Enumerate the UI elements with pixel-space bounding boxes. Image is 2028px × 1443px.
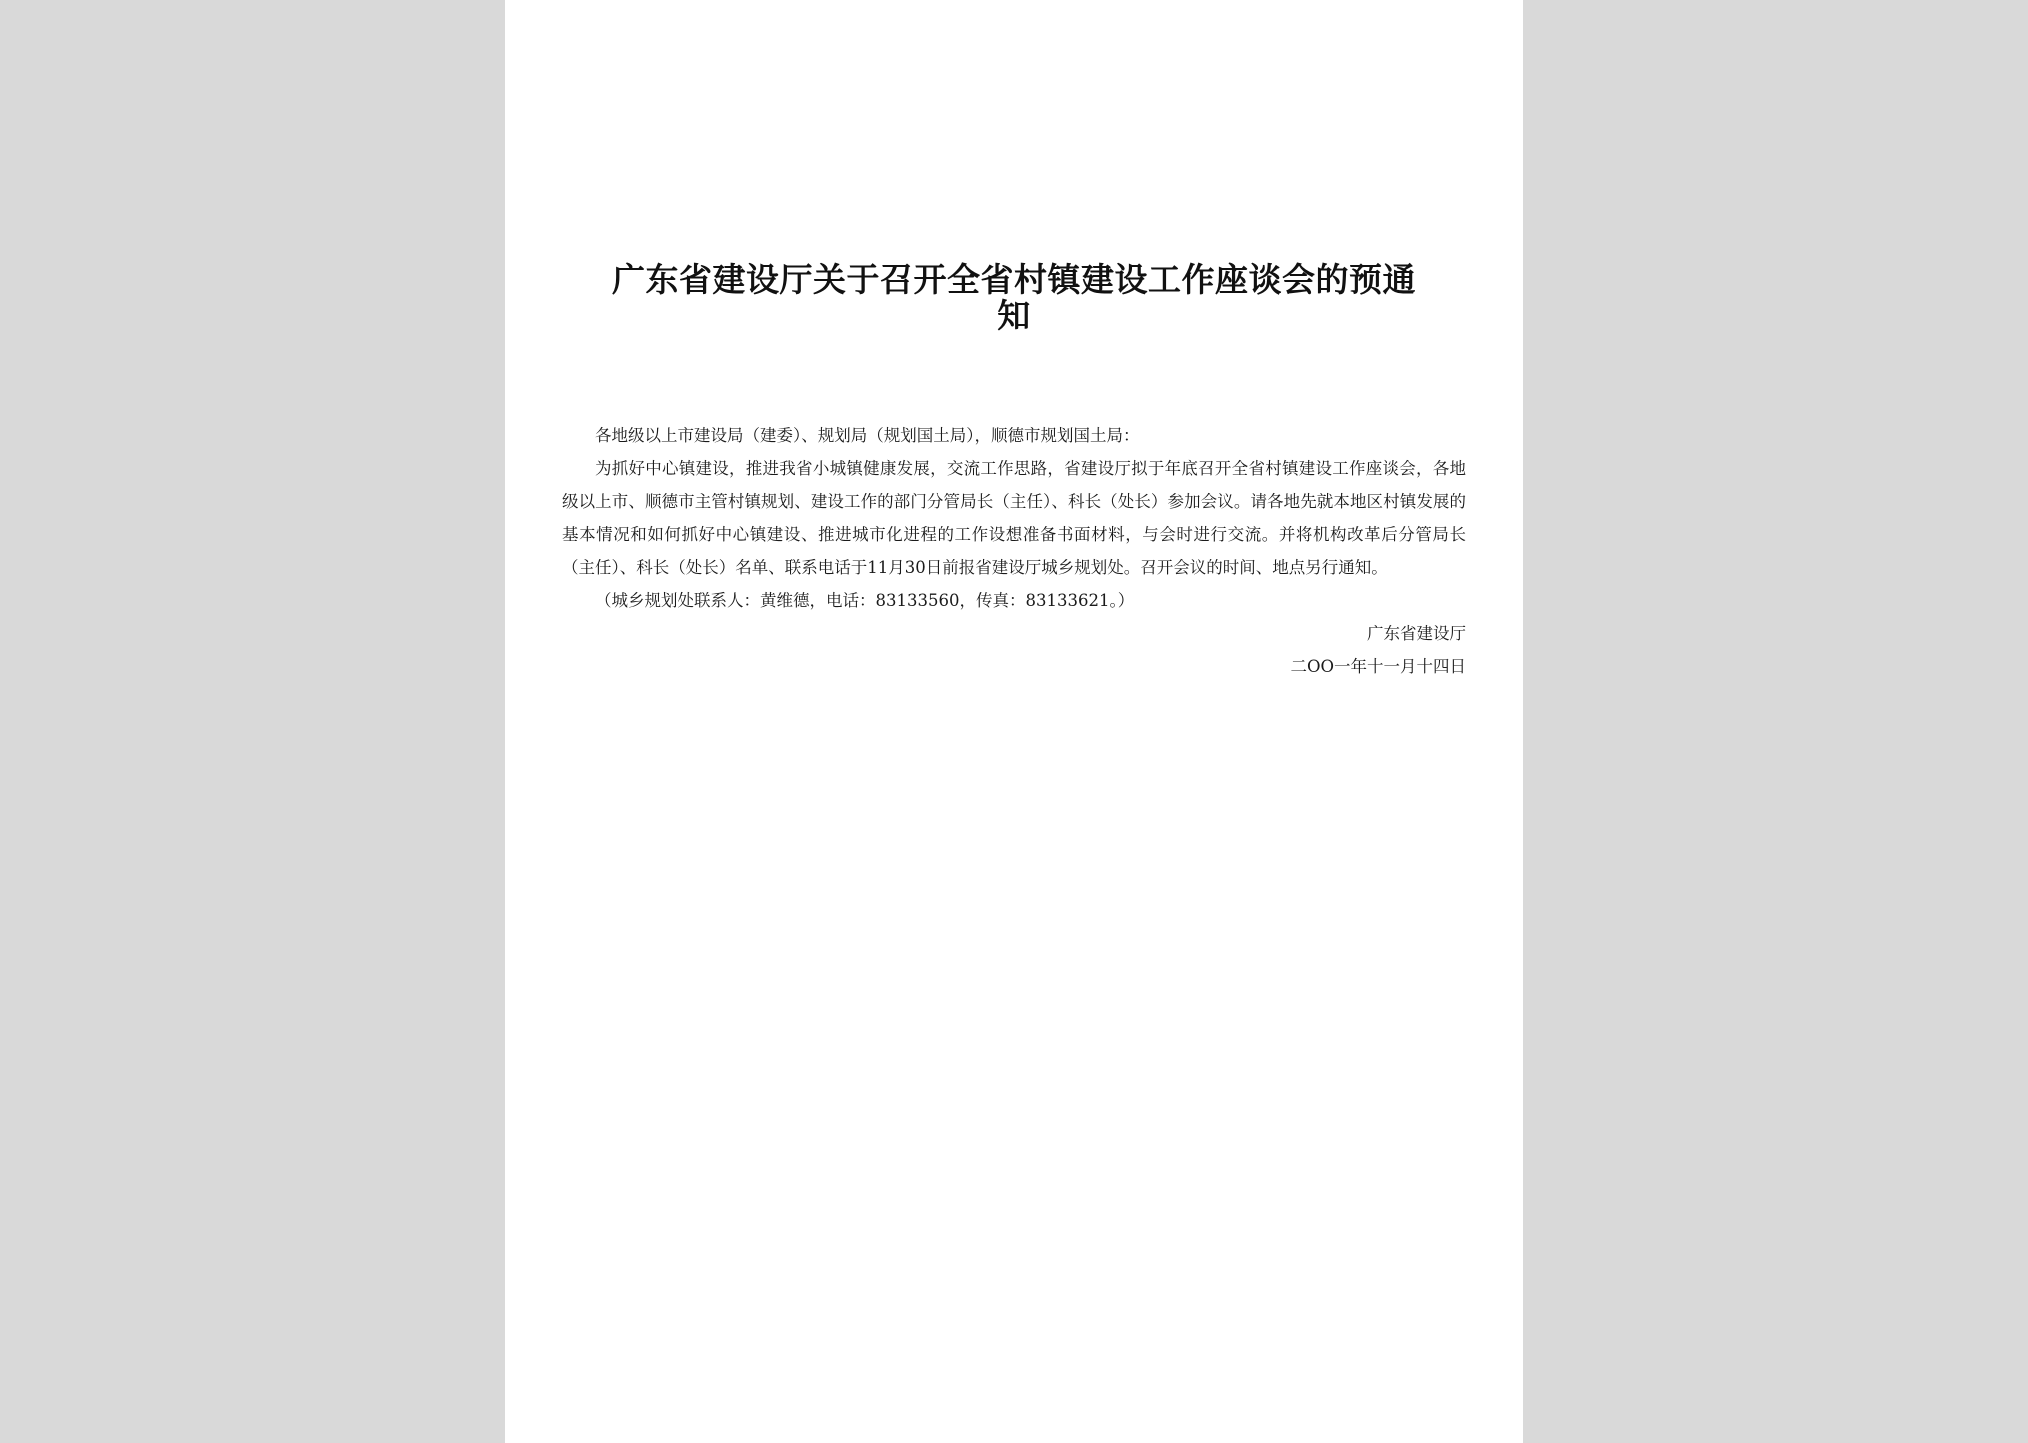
issuer-signature: 广东省建设厅 — [1367, 624, 1466, 643]
main-paragraph: 为抓好中心镇建设，推进我省小城镇健康发展，交流工作思路，省建设厅拟于年底召开全省村镇建设工作座谈会，各地级以上市、顺德市主管村镇规划、建设工作的部门分管局长（主任）、科长（处长）参加会议。请各地先就本地区村镇发展的基本情况和如何抓好中心镇建设、推进城市化进程的工作设想准备书面材料，与会时进行交流。并将机构改革后分管局长（主任）、科长（处长）名单、联系电话于11月30日前报省建设厅城乡规划处。召开会议的时间、地点另行通知。 — [562, 459, 1466, 577]
document-page — [505, 0, 1523, 1443]
document-body — [562, 419, 1466, 683]
salutation: 各地级以上市建设局（建委）、规划局（规划国土局），顺德市规划国土局： — [595, 426, 1140, 445]
contact-info: （城乡规划处联系人：黄维德，电话：83133560，传真：83133621。） — [595, 591, 1135, 610]
issue-date: 二OO一年十一月十四日 — [1290, 657, 1466, 676]
document-title: 广东省建设厅关于召开全省村镇建设工作座谈会的预通知 — [612, 260, 1416, 335]
